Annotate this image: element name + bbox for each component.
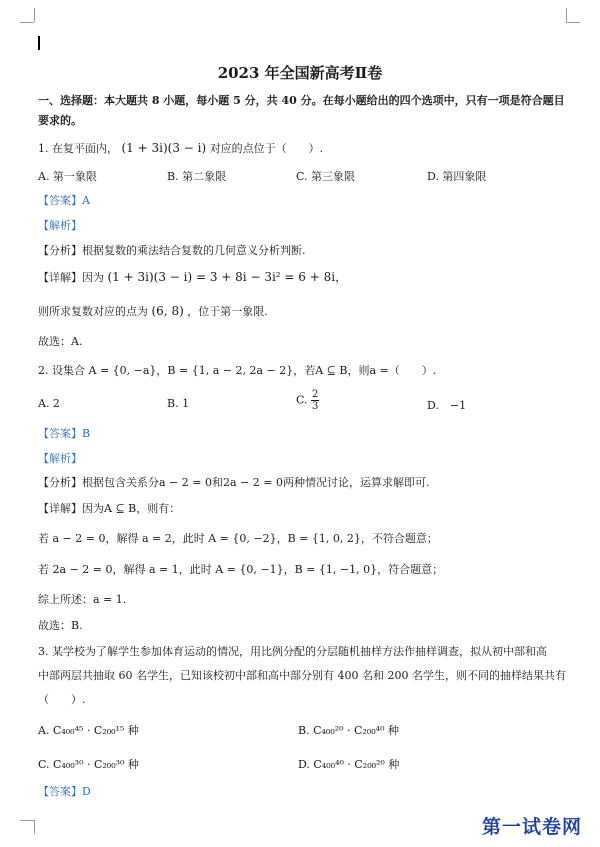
q2-option-c bbox=[296, 389, 319, 412]
q2-option-c-fraction bbox=[311, 389, 319, 412]
q2-option-c-num: 2 bbox=[312, 389, 319, 400]
q1-point-pre: 则所求复数对应的点为 bbox=[38, 305, 148, 318]
q2-xiangjie-pre: 【详解】因为 bbox=[38, 502, 104, 515]
q1-option-d: D. 第四象限 bbox=[427, 170, 487, 183]
q2-xiangjie-math: A ⊆ B bbox=[104, 502, 137, 515]
q1-fenxi: 【分析】根据复数的乘法结合复数的几何意义分析判断. bbox=[38, 244, 306, 257]
q1-choose: 故选：A. bbox=[38, 335, 83, 348]
q1-answer-text: 【答案】A bbox=[38, 194, 90, 207]
q2-answer: 【答案】B bbox=[38, 427, 91, 440]
q2-case1: 若 a − 2 = 0，解得 a = 2，此时 A = {0, −2}，B = {1, 0, 2}，不符合题意； bbox=[38, 532, 438, 545]
q2-summary: 综上所述：a = 1. bbox=[38, 593, 127, 606]
q2-option-b: B. 1 bbox=[167, 397, 190, 410]
crop-mark-top-right-h bbox=[566, 22, 580, 23]
q1-stem-pre: 1. 在复平面内， bbox=[38, 142, 118, 155]
q2-stem-math1: A = {0, −a} bbox=[88, 364, 157, 377]
q2-fenxi-pre: 【分析】根据包含关系分 bbox=[38, 476, 159, 489]
q2-fenxi-post: 两种情况讨论，运算求解即可. bbox=[282, 476, 430, 489]
q1-point bbox=[38, 303, 268, 319]
q3-option-d: D. C₄₀₀⁴⁰ · C₂₀₀²⁰ 种 bbox=[298, 758, 400, 771]
q1-xiangjie bbox=[38, 268, 347, 285]
q3-stem-line3: （ ）. bbox=[38, 693, 86, 706]
q1-stem-math: (1 + 3i)(3 − i) bbox=[121, 141, 207, 155]
q2-fenxi-math2: 2a − 2 = 0 bbox=[222, 476, 283, 489]
q1-option-a: A. 第一象限 bbox=[38, 170, 97, 183]
q2-stem-pre: 2. 设集合 bbox=[38, 364, 85, 377]
q2-stem-math3: A ⊆ B bbox=[315, 364, 348, 377]
q2-xiangjie-post: ，则有： bbox=[136, 502, 181, 515]
q2-stem-mid1: ， bbox=[156, 364, 168, 377]
section-heading-line2: 要求的。 bbox=[38, 114, 82, 127]
q3-option-c: C. C₄₀₀³⁰ · C₂₀₀³⁰ 种 bbox=[38, 758, 139, 771]
site-logo: 第一试卷网 bbox=[482, 816, 583, 838]
q1-point-math: (6, 8) bbox=[151, 304, 184, 318]
q1-jiexi: 【解析】 bbox=[38, 219, 82, 232]
q2-choose: 故选：B. bbox=[38, 619, 83, 632]
q2-xiangjie bbox=[38, 500, 180, 516]
q2-option-a: A. 2 bbox=[38, 397, 60, 410]
crop-mark-bottom-left-h bbox=[20, 820, 34, 821]
q3-option-b: B. C₄₀₀²⁰ · C₂₀₀⁴⁰ 种 bbox=[298, 724, 399, 737]
q1-stem-post: 对应的点位于（ ）. bbox=[209, 142, 324, 155]
q1-point-post: ，位于第一象限. bbox=[187, 305, 268, 318]
crop-mark-bottom-left bbox=[34, 820, 35, 834]
q3-option-a: A. C₄₀₀⁴⁵ · C₂₀₀¹⁵ 种 bbox=[38, 724, 139, 737]
q2-stem-math4: a = bbox=[369, 364, 389, 377]
q2-fenxi bbox=[38, 474, 429, 490]
q2-case2: 若 2a − 2 = 0，解得 a = 1，此时 A = {0, −1}，B = {1, −1, 0}，符合题意； bbox=[38, 563, 444, 576]
q2-stem-mid3: ，则 bbox=[347, 364, 370, 377]
section-heading-line1: 一、选择题：本大题共 8 小题，每小题 5 分，共 40 分。在每小题给出的四个选项中，只有一项是符合题目 bbox=[38, 94, 565, 107]
q2-stem bbox=[38, 362, 436, 378]
crop-mark-top-left-h bbox=[20, 22, 34, 23]
crop-mark-top-left bbox=[34, 8, 35, 22]
q2-stem-mid2: ，若 bbox=[293, 364, 316, 377]
q3-stem-line1: 3. 某学校为了解学生参加体育运动的情况，用比例分配的分层随机抽样方法作抽样调查，拟从初中部和高 bbox=[38, 645, 547, 658]
q2-fenxi-math1: a − 2 = 0 bbox=[159, 476, 212, 489]
q3-stem-line2: 中部两层共抽取 60 名学生，已知该校初中部和高中部分别有 400 名和 200 名学生，则不同的抽样结果共有 bbox=[38, 669, 566, 682]
q2-stem-post: （ ）. bbox=[388, 364, 437, 377]
q2-option-d: D. −1 bbox=[427, 399, 467, 412]
q2-option-c-label: C. bbox=[296, 393, 308, 407]
q2-stem-math2: B = {1, a − 2, 2a − 2} bbox=[167, 364, 294, 377]
q2-jiexi: 【解析】 bbox=[38, 452, 82, 465]
q3-answer: 【答案】D bbox=[38, 785, 91, 798]
q1-xiangjie-math: (1 + 3i)(3 − i) = 3 + 8i − 3i² = 6 + 8i， bbox=[107, 270, 348, 284]
text-cursor[interactable] bbox=[38, 36, 40, 50]
q1-xiangjie-pre: 【详解】因为 bbox=[38, 271, 104, 284]
q1-stem bbox=[38, 140, 323, 156]
q2-option-c-den: 3 bbox=[312, 401, 319, 412]
crop-mark-top-right bbox=[566, 8, 567, 22]
q1-option-b: B. 第二象限 bbox=[167, 170, 227, 183]
q1-option-c: C. 第三象限 bbox=[296, 170, 356, 183]
q2-fenxi-mid: 和 bbox=[211, 476, 223, 489]
page-title: 2023 年全国新高考Ⅱ卷 bbox=[217, 64, 383, 82]
q1-answer bbox=[38, 192, 90, 208]
